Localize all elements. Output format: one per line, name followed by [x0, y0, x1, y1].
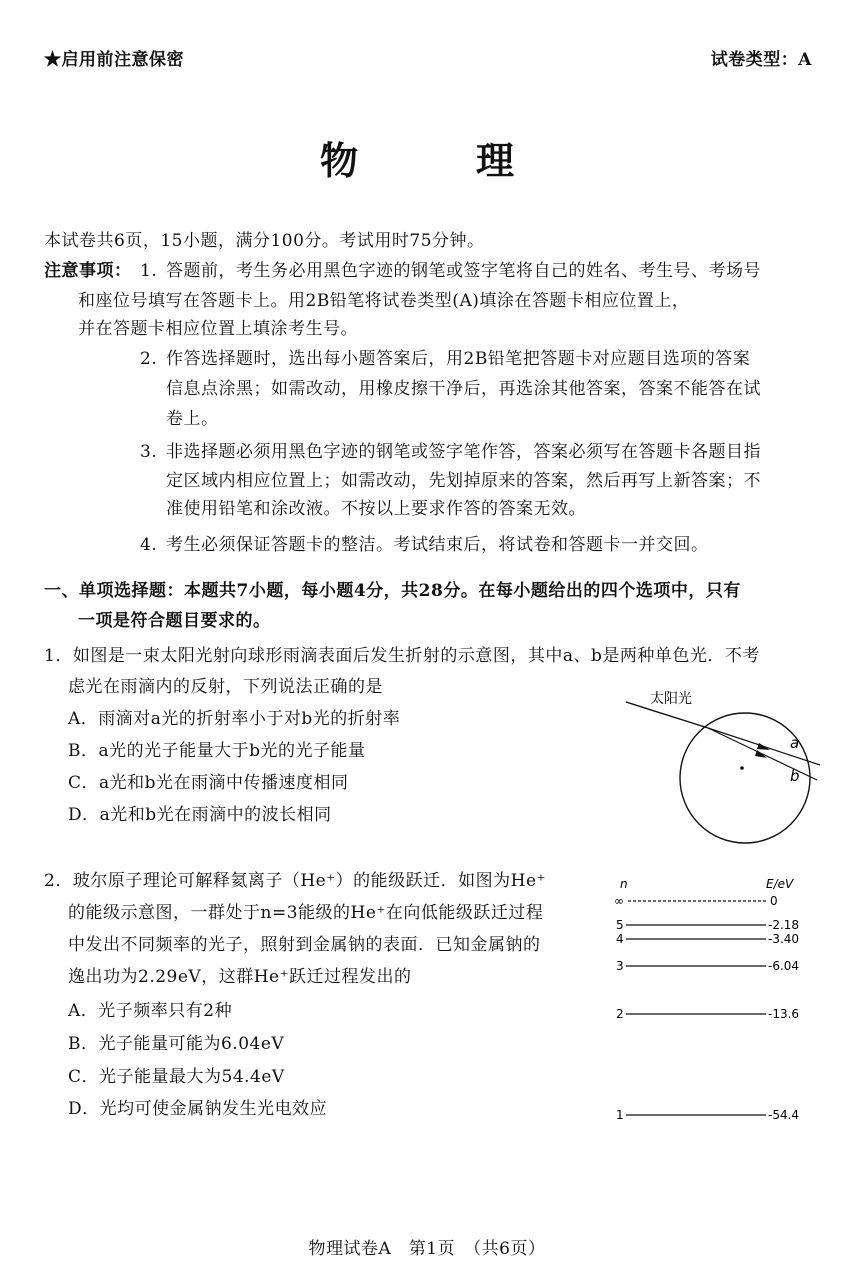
section-heading-cont: 一项是符合题目要求的。: [78, 611, 271, 631]
q2-option-b: B．光子能量可能为6.04eV: [68, 1034, 285, 1054]
q2-option-d: D．光均可使金属钠发生光电效应: [68, 1099, 328, 1119]
level-n: 3: [616, 959, 624, 973]
raindrop-refraction-diagram: [610, 680, 830, 850]
level-e: -2.18: [768, 918, 800, 932]
confidential-notice: ★启用前注意保密: [44, 50, 184, 70]
q1-stem: 1．如图是一束太阳光射向球形雨滴表面后发生折射的示意图，其中a、b是两种单色光．不考: [44, 646, 760, 666]
level-e: -3.40: [768, 932, 800, 946]
notice-item-1-num: 1.: [140, 261, 158, 281]
q2-option-c: C．光子能量最大为54.4eV: [68, 1067, 285, 1087]
q2-stem-cont: 逸出功为2.29eV，这群He⁺跃迁过程发出的: [68, 967, 412, 987]
level-n: 5: [616, 918, 624, 932]
sunlight-label: 太阳光: [650, 691, 692, 707]
level-n: 2: [616, 1007, 624, 1021]
level-e: -6.04: [768, 959, 800, 973]
q1-option-b: B．a光的光子能量大于b光的光子能量: [68, 741, 366, 761]
q1-option-a: A．雨滴对a光的折射率小于对b光的折射率: [68, 709, 401, 729]
notice-item-3-line: 定区域内相应位置上；如需改动，先划掉原来的答案，然后再写上新答案；不: [166, 471, 761, 491]
q1-option-d: D．a光和b光在雨滴中的波长相同: [68, 805, 332, 825]
q2-stem-cont: 中发出不同频率的光子，照射到金属钠的表面．已知金属钠的: [68, 935, 541, 955]
notice-item-4-line: 考生必须保证答题卡的整洁。考试结束后，将试卷和答题卡一并交回。: [166, 535, 709, 555]
level-e: 0: [770, 894, 778, 908]
notice-item-2-line: 作答选择题时，选出每小题答案后，用2B铅笔把答题卡对应题目选项的答案: [166, 349, 751, 369]
notice-item-2-num: 2.: [140, 349, 158, 369]
notice-item-4-num: 4.: [140, 535, 158, 555]
page-footer: 物理试卷A 第1页 （共6页）: [308, 1239, 546, 1259]
level-e: -13.6: [768, 1007, 800, 1021]
notice-item-1-line: 并在答题卡相应位置上填涂考生号。: [78, 319, 358, 339]
notice-item-1-line: 答题前，考生务必用黑色字迹的钢笔或签字笔将自己的姓名、考生号、考场号: [166, 261, 761, 281]
notice-item-2-line: 卷上。: [166, 409, 219, 429]
notice-item-3-num: 3.: [140, 442, 158, 462]
page-title: 物 理: [319, 138, 554, 183]
q1-option-c: C．a光和b光在雨滴中传播速度相同: [68, 773, 349, 793]
arrow-a: [757, 743, 770, 750]
level-e: -54.4: [768, 1108, 800, 1122]
q2-option-a: A．光子频率只有2种: [68, 1001, 233, 1021]
level-n: 1: [616, 1108, 624, 1122]
notice-item-3-line: 非选择题必须用黑色字迹的钢笔或签字笔作答，答案必须写在答题卡各题目指: [166, 442, 761, 462]
q1-stem-cont: 虑光在雨滴内的反射，下列说法正确的是: [68, 677, 383, 697]
q2-stem: 2．玻尔原子理论可解释氦离子（He⁺）的能级跃迁．如图为He⁺: [44, 871, 547, 891]
center-dot: [740, 766, 744, 770]
q2-stem-cont: 的能级示意图，一群处于n=3能级的He⁺在向低能级跃迁过程: [68, 903, 544, 923]
notice-item-3-line: 准使用铅笔和涂改液。不按以上要求作答的答案无效。: [166, 499, 586, 519]
ray-b: [708, 728, 817, 780]
energy-level-diagram: [608, 872, 808, 1122]
arrow-b: [755, 750, 767, 758]
paper-type: 试卷类型：A: [710, 50, 812, 70]
exam-intro: 本试卷共6页，15小题，满分100分。考试用时75分钟。: [44, 231, 485, 251]
notice-label: 注意事项：: [44, 261, 132, 281]
notice-item-2-line: 信息点涂黑；如需改动，用橡皮擦干净后，再选涂其他答案，答案不能答在试: [166, 379, 761, 399]
level-n: 4: [616, 932, 624, 946]
level-n: ∞: [614, 894, 624, 908]
n-header: n: [620, 877, 628, 891]
section-heading: 一、单项选择题：本题共7小题，每小题4分，共28分。在每小题给出的四个选项中，只有: [44, 581, 741, 601]
e-header: E/eV: [766, 877, 794, 891]
label-b: b: [790, 767, 800, 785]
label-a: a: [790, 734, 800, 752]
notice-item-1-line: 和座位号填写在答题卡上。用2B铅笔将试卷类型(A)填涂在答题卡相应位置上，: [78, 291, 690, 311]
